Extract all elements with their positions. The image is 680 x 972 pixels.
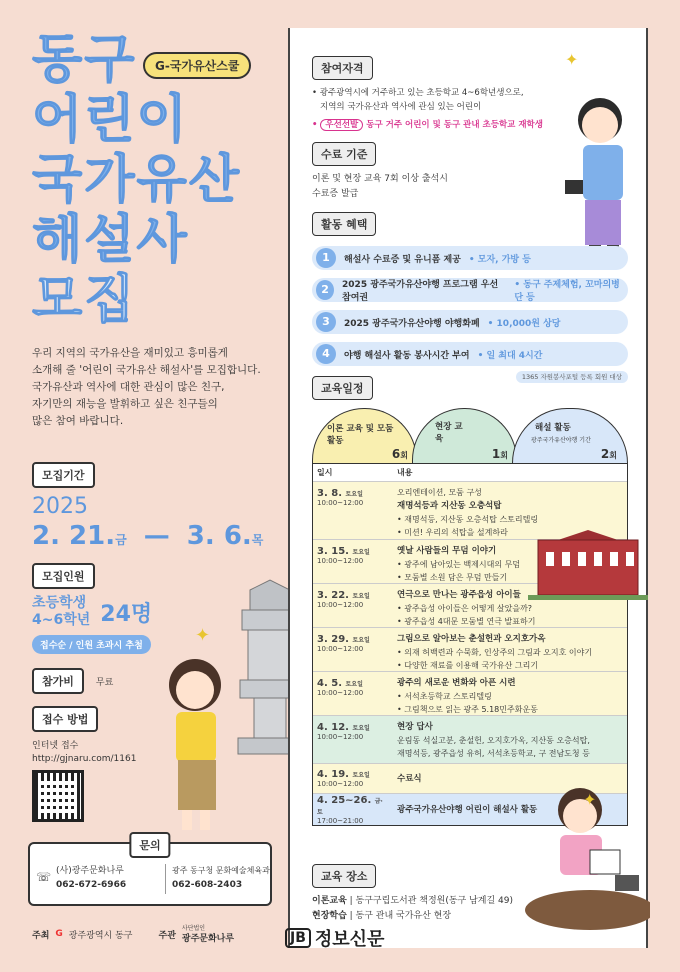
benefits-section xyxy=(312,212,628,381)
row-day: 토요일 xyxy=(352,772,370,779)
schedule-section xyxy=(312,376,373,400)
host-label: 주최 xyxy=(32,930,50,941)
row-title: 수료식 xyxy=(397,773,422,784)
contact-label: 문의 xyxy=(129,832,170,858)
host-name: 광주광역시 동구 xyxy=(68,930,133,941)
benefit-highlight: • 10,000원 상당 xyxy=(487,318,561,329)
row-date: 3. 15. xyxy=(317,546,349,557)
apply-section xyxy=(32,706,136,822)
table-row xyxy=(313,671,627,715)
venue-field: | 동구 관내 국가유산 현장 xyxy=(349,911,452,921)
sparkle-icon: ✦ xyxy=(195,625,211,646)
table-header xyxy=(313,464,627,481)
row-item: • 미션! 우리의 석탑을 설계하라 xyxy=(397,528,508,537)
row-date: 3. 22. xyxy=(317,590,349,601)
watermark-logo-icon: JB xyxy=(285,928,311,948)
period-start: 2. 21. xyxy=(32,521,116,551)
apply-label: 접수 방법 xyxy=(32,706,98,732)
row-item: 재명석등, 광주읍성 유허, 서석초등학교, 구 전남도청 등 xyxy=(397,749,590,758)
contact-tel-1: 062-672-6966 xyxy=(56,880,127,890)
fee-label: 참가비 xyxy=(32,668,84,694)
watermark-text: 정보신문 xyxy=(314,929,385,950)
row-date: 3. 8. xyxy=(317,488,342,499)
tab-theory-count: 6 xyxy=(391,447,401,461)
row-date: 3. 29. xyxy=(317,634,349,645)
tab-field-name: 현장 교육 xyxy=(435,422,463,444)
contact-box xyxy=(28,839,272,906)
tab-theory xyxy=(312,408,417,463)
sparkle-icon: ✦ xyxy=(583,790,597,809)
period-section xyxy=(32,462,263,551)
tab-field-unit: 회 xyxy=(500,451,508,460)
row-item: • 그림책으로 읽는 광주 5.18민주화운동 xyxy=(397,705,538,714)
lantern-girl-illustration xyxy=(150,570,310,850)
benefit-num: 1 xyxy=(316,248,336,268)
tab-theory-name: 이론 교육 및 모둠활동 xyxy=(327,424,394,446)
benefit-num: 2 xyxy=(316,280,334,300)
benefit-text: 2025 광주국가유산야행 프로그램 우선참여권 xyxy=(342,280,499,303)
contact-2 xyxy=(172,864,270,892)
venue-label: 교육 장소 xyxy=(312,864,376,888)
contact-org-1: (사)광주문화나루 xyxy=(56,866,124,876)
row-item: • 광주읍성 4대문 모둠별 연극 발표하기 xyxy=(397,617,536,626)
benefit-note: 1365 자원봉사포털 등록 회원 대상 xyxy=(516,371,628,383)
venue-theory: | 동구구립도서관 책정원(동구 남계길 49) xyxy=(349,896,514,906)
dongu-logo-icon: G xyxy=(55,929,63,939)
venue-theory-label: 이론교육 xyxy=(312,896,347,906)
row-day: 토요일 xyxy=(352,549,370,556)
tab-activity-unit: 회 xyxy=(609,451,617,460)
eligibility-line: 지역의 국가유산과 역사에 관심 있는 어린이 xyxy=(320,102,482,112)
organizer-label: 주관 xyxy=(158,930,176,941)
organizer xyxy=(182,924,234,944)
fee-value: 무료 xyxy=(95,677,114,688)
recruit-note: 접수순 / 인원 초과시 추첨 xyxy=(32,635,151,654)
venue-section xyxy=(312,864,513,924)
benefit-highlight: • 동구 주제체험, 꼬마의병단 등 xyxy=(514,280,620,303)
row-title: 재명석등과 지산동 오층석탑 xyxy=(397,501,502,511)
priority-tag: 우선선발 xyxy=(320,119,363,131)
period-dates xyxy=(32,521,263,551)
benefit-text: 해설사 수료증 및 유니폼 제공 xyxy=(344,254,461,265)
contact-org-2: 광주 동구청 문화예술체육과 xyxy=(172,866,270,875)
row-date: 4. 12. xyxy=(317,722,349,733)
red-brick-building-illustration xyxy=(528,530,648,600)
contact-divider xyxy=(165,864,166,894)
apply-method: 인터넷 접수 xyxy=(32,741,79,751)
tab-theory-unit: 회 xyxy=(400,451,408,460)
benefit-item xyxy=(312,246,628,270)
page-title xyxy=(32,30,241,330)
certificate-label: 수료 기준 xyxy=(312,142,376,166)
svg-text:✦: ✦ xyxy=(565,50,579,69)
row-day: 토요일 xyxy=(352,725,370,732)
tab-field-count: 1 xyxy=(491,447,501,461)
fee-section xyxy=(32,668,113,694)
title-line: 동구 xyxy=(32,30,137,90)
watermark xyxy=(285,925,384,951)
intro-text xyxy=(32,345,261,430)
recruit-grade: 4~6학년 xyxy=(32,612,91,628)
row-time: 10:00~12:00 xyxy=(317,733,364,741)
recruit-count: 24명 xyxy=(100,601,153,627)
recruit-section xyxy=(32,563,152,654)
benefit-item xyxy=(312,310,628,334)
row-item: • 다양한 재료를 이용해 국가유산 그리기 xyxy=(397,661,539,670)
organizer-name: 광주문화나루 xyxy=(181,934,235,944)
tab-activity-sub: 광주국가유산야행 기간 xyxy=(531,437,591,444)
period-start-day: 금 xyxy=(115,533,127,547)
row-date: 4. 25~26. xyxy=(317,794,372,806)
row-time: 17:00~21:00 xyxy=(317,816,364,825)
footer-host xyxy=(32,924,234,944)
certificate-line: 수료증 발급 xyxy=(312,189,359,199)
row-item: • 서석초등학교 스토리텔링 xyxy=(397,692,492,701)
benefit-item xyxy=(312,278,628,302)
benefit-num: 4 xyxy=(316,344,336,364)
row-time: 10:00~12:00 xyxy=(317,499,364,507)
row-date: 4. 19. xyxy=(317,769,349,780)
row-time: 10:00~12:00 xyxy=(317,601,364,609)
period-end: 3. 6. xyxy=(186,521,252,551)
row-title: 광주국가유산야행 어린이 해설사 활동 xyxy=(397,804,538,815)
phone-icon: ☏ xyxy=(36,870,52,884)
col-date: 일시 xyxy=(317,468,333,477)
tab-activity xyxy=(512,408,628,463)
row-time: 10:00~12:00 xyxy=(317,689,364,697)
schedule-table xyxy=(312,463,628,826)
row-time: 10:00~12:00 xyxy=(317,645,364,653)
benefit-highlight: • 모자, 가방 등 xyxy=(468,254,531,265)
schedule-tabs xyxy=(312,408,628,463)
apply-url[interactable]: http://gjnaru.com/1161 xyxy=(32,754,137,764)
row-item: • 광주읍성 아이들은 어떻게 살았을까? xyxy=(397,604,533,613)
benefit-text: 2025 광주국가유산야행 야행화폐 xyxy=(344,318,480,329)
recruit-label: 모집인원 xyxy=(32,563,95,589)
tab-activity-count: 2 xyxy=(600,447,610,461)
intro-line: 많은 참여 바랍니다. xyxy=(32,415,124,427)
period-dash: — xyxy=(143,521,170,551)
row-item: • 의재 허백련과 수묵화, 인상주의 그림과 오지호 이야기 xyxy=(397,648,593,657)
tab-field xyxy=(412,408,517,463)
tab-activity-name: 해설 활동 xyxy=(535,423,571,433)
row-item: 운림동 석실고분, 춘설헌, 오지호가옥, 지산동 오층석탑, xyxy=(397,736,590,745)
certificate-line: 이론 및 현장 교육 7회 이상 출석시 xyxy=(312,174,448,184)
row-day: 토요일 xyxy=(345,491,363,498)
row-day: 토요일 xyxy=(352,593,370,600)
priority-text: 동구 거주 어린이 및 동구 관내 초등학교 재학생 xyxy=(366,120,543,130)
intro-line: 우리 지역의 국가유산을 재미있고 흥미롭게 xyxy=(32,347,228,359)
title-line: 국가유산 xyxy=(32,150,241,210)
row-title: 그림으로 알아보는 춘설헌과 오지호가옥 xyxy=(397,634,546,644)
benefit-num: 3 xyxy=(316,312,336,332)
row-line: 오리엔테이션, 모둠 구성 xyxy=(397,488,482,497)
benefit-highlight: • 일 최대 4시간 xyxy=(477,350,543,361)
row-day: 금·토 xyxy=(317,797,383,816)
title-line: 어린이 xyxy=(32,90,189,150)
intro-line: 자기만의 재능을 발휘하고 싶은 친구들의 xyxy=(32,398,218,410)
eligibility-section: 참여자격 • 광주광역시에 거주하고 있는 초등학교 4~6학년생으로, 지역의 국가유산과 역사에 관심 있는 어린이 • 우선선발 동구 거주 어린이 및 동구 관내 초등학교 재학생 xyxy=(312,56,582,132)
row-time: 10:00~12:00 xyxy=(317,780,364,788)
benefit-item xyxy=(312,342,628,366)
benefit-text: 야행 해설사 활동 봉사시간 부여 xyxy=(344,350,470,361)
eligibility-line: 광주광역시에 거주하고 있는 초등학교 4~6학년생으로, xyxy=(319,88,524,98)
row-title: 현장 답사 xyxy=(397,722,433,732)
row-date: 4. 5. xyxy=(317,678,342,689)
row-item: • 광주에 남아있는 백제시대의 무덤 xyxy=(397,560,521,569)
intro-line: 국가유산과 역사에 대한 관심이 많은 친구, xyxy=(32,381,225,393)
period-label: 모집기간 xyxy=(32,462,95,488)
row-day: 토요일 xyxy=(352,637,370,644)
contact-tel-2: 062-608-2403 xyxy=(172,880,243,890)
category-tag: G-국가유산스쿨 xyxy=(143,52,251,79)
certificate-section xyxy=(312,142,448,202)
row-title: 연극으로 만나는 광주읍성 아이들 xyxy=(397,590,521,600)
row-item: • 모둠별 소원 담은 무덤 만들기 xyxy=(397,573,508,582)
row-time: 10:00~12:00 xyxy=(317,557,364,565)
row-day: 토요일 xyxy=(345,681,363,688)
row-item: • 재명석등, 지산동 오층석탑 스토리텔링 xyxy=(397,515,539,524)
recruit-target: 초등학생 xyxy=(32,595,87,611)
organizer-sub: 사단법인 xyxy=(181,925,206,932)
schedule-label: 교육일정 xyxy=(312,376,373,400)
venue-field-label: 현장학습 xyxy=(312,911,347,921)
eligibility-label: 참여자격 xyxy=(312,56,373,80)
intro-line: 소개해 줄 '어린이 국가유산 해설사'를 모집합니다. xyxy=(32,364,261,376)
title-line: 모집 xyxy=(32,270,137,330)
row-title: 광주의 새로운 변화와 아픈 시련 xyxy=(397,678,516,688)
table-row xyxy=(313,627,627,671)
period-year: 2025 xyxy=(32,494,88,519)
table-row xyxy=(313,715,627,763)
qr-code-icon[interactable] xyxy=(32,770,84,822)
contact-1 xyxy=(56,864,126,892)
col-content: 내용 xyxy=(397,468,413,477)
period-end-day: 목 xyxy=(251,533,264,547)
title-line: 해설사 xyxy=(32,210,189,270)
benefits-label: 활동 혜택 xyxy=(312,212,376,236)
row-title: 옛날 사람들의 무덤 이야기 xyxy=(397,546,497,556)
